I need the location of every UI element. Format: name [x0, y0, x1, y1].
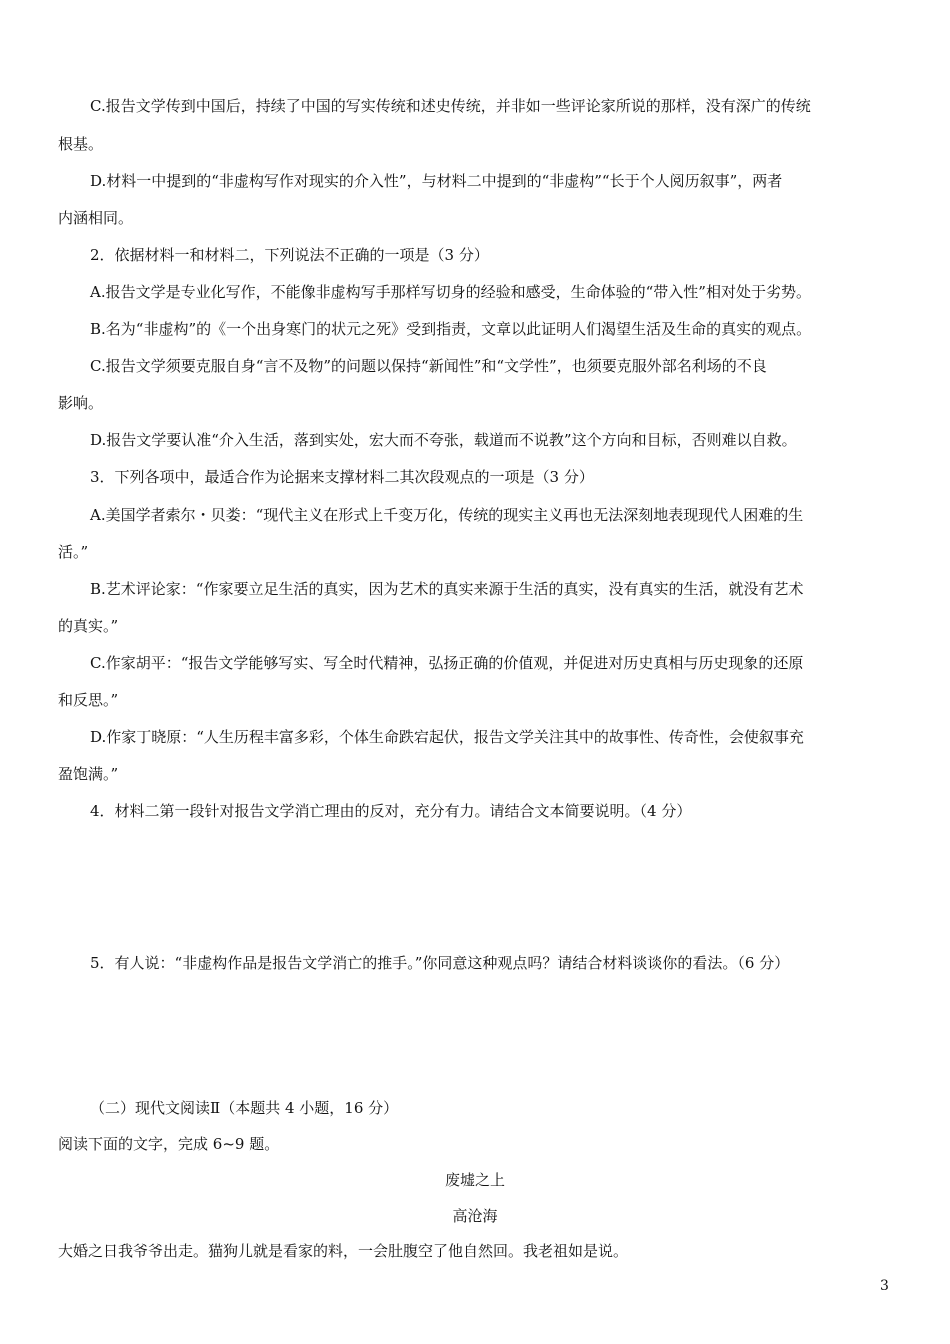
q2-option-b: B.名为“非虚构”的《一个出身寒门的状元之死》受到指责，文章以此证明人们渴望生活及生命的真实的观点。: [90, 320, 812, 338]
q4-stem: 4．材料二第一段针对报告文学消亡理由的反对，充分有力。请结合文本简要说明。（4 分）: [90, 802, 692, 820]
q3-option-b-line1: B.艺术评论家：“作家要立足生活的真实，因为艺术的真实来源于生活的真实，没有真实的生活，就没有艺术: [90, 580, 804, 598]
q3-option-c-line2: 和反思。”: [58, 691, 119, 709]
q2-stem: 2．依据材料一和材料二，下列说法不正确的一项是（3 分）: [90, 246, 489, 264]
q3-stem: 3．下列各项中，最适合作为论据来支撑材料二其次段观点的一项是（3 分）: [90, 468, 594, 486]
q2-option-d: D.报告文学要认准“介入生活，落到实处，宏大而不夸张，载道而不说教”这个方向和目标，否则难以自救。: [90, 431, 797, 449]
q3-option-a-line2: 活。”: [58, 543, 89, 561]
q1-option-c-line1: C.报告文学传到中国后，持续了中国的写实传统和述史传统，并非如一些评论家所说的那样，没有深广的传统: [90, 97, 811, 115]
q3-option-d-line2: 盈饱满。”: [58, 765, 119, 783]
q3-option-d-line1: D.作家丁晓原：“人生历程丰富多彩，个体生命跌宕起伏，报告文学关注其中的故事性、传奇性，会使叙事充: [90, 728, 804, 746]
story-title: 废墟之上: [444, 1171, 505, 1189]
section2-instruction: 阅读下面的文字，完成 6~9 题。: [58, 1135, 280, 1153]
q1-option-c-line2: 根基。: [58, 135, 104, 153]
q3-option-a-line1: A.美国学者索尔・贝娄：“现代主义在形式上千变万化，传统的现实主义再也无法深刻地表现现代人困难的生: [90, 506, 804, 524]
page-number: 3: [880, 1278, 889, 1294]
q1-option-d-line2: 内涵相同。: [58, 209, 134, 227]
q3-option-c-line1: C.作家胡平：“报告文学能够写实、写全时代精神，弘扬正确的价值观，并促进对历史真相与历史现象的还原: [90, 654, 804, 672]
q2-option-a: A.报告文学是专业化写作，不能像非虚构写手那样写切身的经验和感受，生命体验的“带入性”相对处于劣势。: [90, 283, 811, 301]
q2-option-c-line2: 影响。: [58, 394, 104, 412]
q1-option-d-line1: D.材料一中提到的“非虚构写作对现实的介入性”，与材料二中提到的“非虚构”“长于个人阅历叙事”，两者: [90, 172, 783, 190]
story-author: 高沧海: [452, 1207, 498, 1225]
section2-heading: （二）现代文阅读Ⅱ（本题共 4 小题，16 分）: [90, 1099, 399, 1117]
story-first-paragraph: 大婚之日我爷爷出走。猫狗儿就是看家的料，一会肚腹空了他自然回。我老祖如是说。: [58, 1242, 629, 1260]
q5-stem: 5．有人说：“非虚构作品是报告文学消亡的推手。”你同意这种观点吗？请结合材料谈谈你的看法。（6 分）: [90, 954, 790, 972]
q3-option-b-line2: 的真实。”: [58, 617, 119, 635]
q2-option-c-line1: C.报告文学须要克服自身“言不及物”的问题以保持“新闻性”和“文学性”，也须要克服外部名利场的不良: [90, 357, 767, 375]
